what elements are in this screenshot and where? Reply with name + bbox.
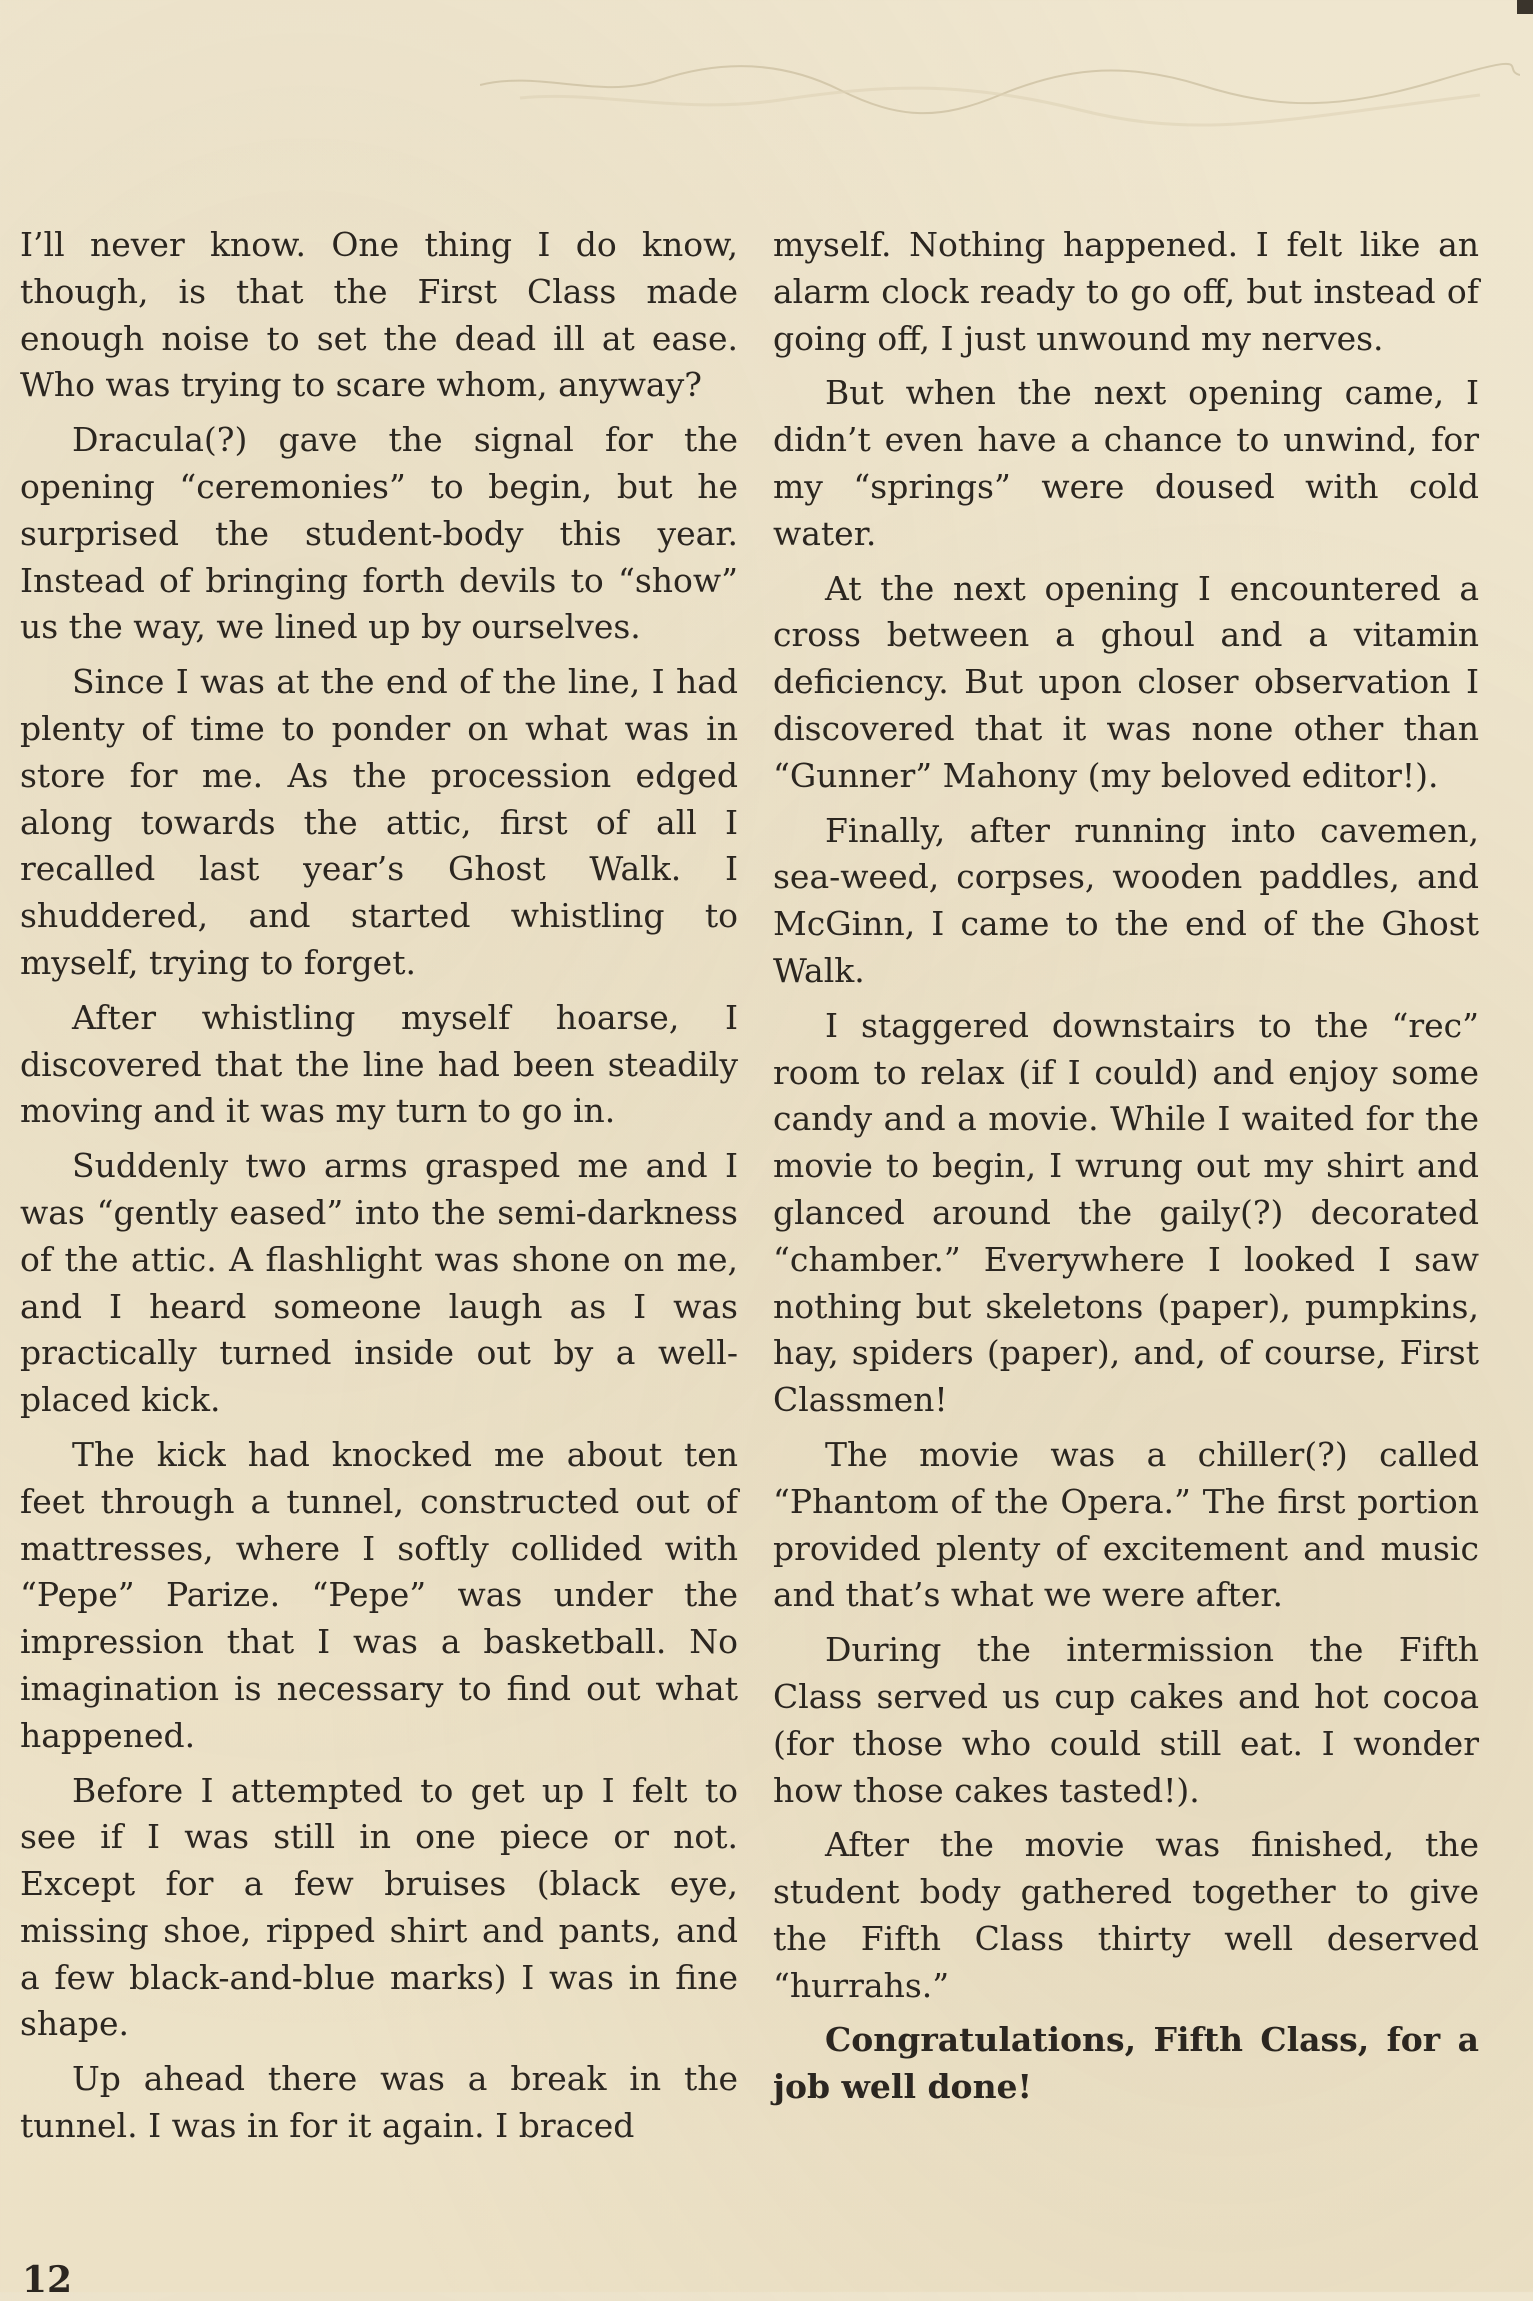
- article-paragraph: Up ahead there was a break in the tunnel. I was in for it again. I braced: [20, 2059, 738, 2146]
- page-corner-mark: [1493, 0, 1533, 40]
- right-column: [773, 222, 1479, 2119]
- article-paragraph: During the intermission the Fifth Class served us cup cakes and hot cocoa (for those who could still eat. I wonder how those cakes tasted!).: [773, 1630, 1479, 1810]
- article-paragraph: After the movie was finished, the student body gathered together to give the Fifth Class thirty well deserved “hurrahs.”: [773, 1825, 1479, 2005]
- article-paragraph: Suddenly two arms grasped me and I was “gently eased” into the semi-darkness of the attic. A flashlight was shone on me, and I heard someone laugh as I was practically turned inside out by a well-placed kick.: [20, 1146, 738, 1420]
- article-paragraph: Since I was at the end of the line, I had plenty of time to ponder on what was in store for me. As the procession edged along towards the attic, first of all I recalled last year’s Ghost Walk. I shuddered, and started whistling to myself, trying to forget.: [20, 662, 738, 982]
- article-paragraph: I’ll never know. One thing I do know, though, is that the First Class made enough noise to set the dead ill at ease. Who was trying to scare whom, anyway?: [20, 225, 738, 405]
- article-paragraph: I staggered downstairs to the “rec” room to relax (if I could) and enjoy some candy and a movie. While I waited for the movie to begin, I wrung out my shirt and glanced around the gaily(?) decorated “chamber.” Everywhere I looked I saw nothing but skeletons (paper), pumpkins, hay, spiders (paper), and, of course, First Classmen!: [773, 1005, 1479, 1420]
- article-paragraph: Finally, after running into cavemen, sea-weed, corpses, wooden paddles, and McGinn, I came to the end of the Ghost Walk.: [773, 810, 1479, 990]
- article-paragraph: After whistling myself hoarse, I discovered that the line had been steadily moving and it was my turn to go in.: [20, 997, 738, 1131]
- page-number: 12: [22, 2259, 73, 2301]
- left-column: [20, 222, 738, 2158]
- article-paragraph: The movie was a chiller(?) called “Phantom of the Opera.” The first portion provided plenty of excitement and music and that’s what we were after.: [773, 1434, 1479, 1615]
- closing-paragraph: Congratulations, Fifth Class, for a job well done!: [773, 2020, 1479, 2107]
- paper-crease: [480, 40, 1520, 160]
- article-paragraph: The kick had knocked me about ten feet through a tunnel, constructed out of mattresses, where I softly collided with “Pepe” Parize. “Pepe” was under the impression that I was a basketball. No imagination is necessary to find out what happened.: [20, 1434, 738, 1755]
- article-paragraph: Dracula(?) gave the signal for the opening “ceremonies” to begin, but he surprised the student-body this year. Instead of bringing forth devils to “show” us the way, we lined up by ourselves.: [20, 420, 738, 647]
- article-paragraph: But when the next opening came, I didn’t even have a chance to unwind, for my “springs” were doused with cold water.: [773, 373, 1479, 553]
- article-paragraph: myself. Nothing happened. I felt like an alarm clock ready to go off, but instead of going off, I just unwound my nerves.: [773, 225, 1479, 358]
- article-paragraph: Before I attempted to get up I felt to see if I was still in one piece or not. Except for a few bruises (black eye, missing shoe, ripped shirt and pants, and a few black-and-blue marks) I was in fine shape.: [20, 1770, 738, 2044]
- article-paragraph: At the next opening I encountered a cross between a ghoul and a vitamin deficiency. But upon closer observation I discovered that it was none other than “Gunner” Mahony (my beloved editor!).: [773, 568, 1479, 795]
